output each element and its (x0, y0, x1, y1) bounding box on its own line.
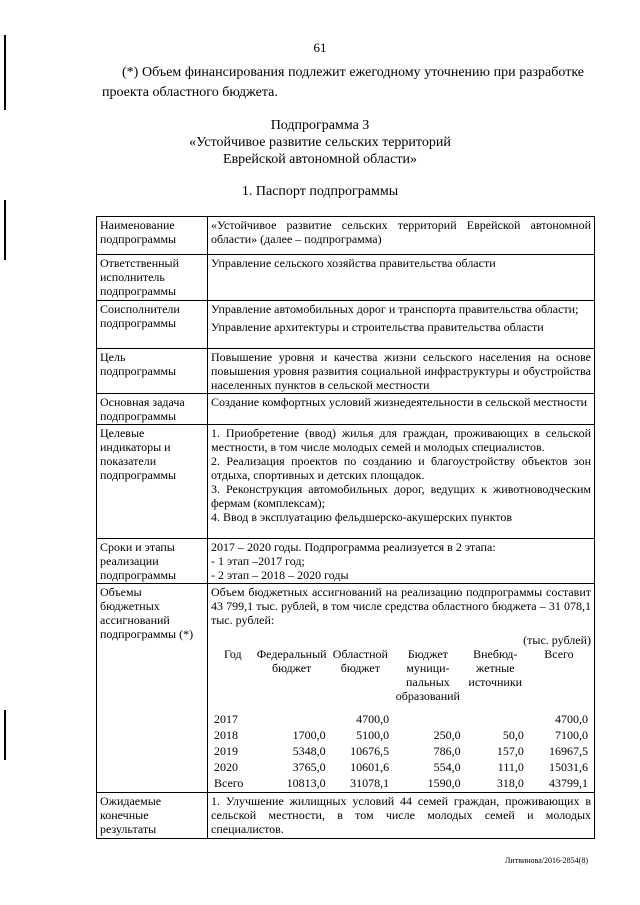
indicator-item: 2. Реализация проектов по созданию и благоустройству объектов зон отдыха, спортивных и детских площадок. (211, 454, 591, 482)
funding-cell: 16967,5 (549, 744, 588, 758)
table-row (97, 349, 595, 394)
coexecutor-1: Управление автомобильных дорог и транспорта правительства области; (211, 302, 579, 316)
page-number: 61 (313, 40, 327, 55)
row-label: Соисполнители подпрограммы (97, 301, 208, 349)
document-footer: Литвинова/2016-2854(8) (505, 856, 588, 865)
funding-cell: 2020 (214, 760, 238, 774)
row-value: Создание комфортных условий жизнедеятельности в сельской местности (208, 394, 595, 425)
funding-cell: 3765,0 (292, 760, 326, 774)
row-value: Управление сельского хозяйства правительства области (208, 255, 595, 301)
row-value (208, 539, 595, 584)
funding-cell: 4700,0 (555, 712, 588, 726)
financing-note: (*) Объем финансирования подлежит ежегодному уточнению при разработке проекта областного бюджета. (102, 65, 584, 100)
table-row (97, 539, 595, 584)
table-row (97, 793, 595, 839)
table-row (97, 584, 595, 793)
row-label: Цель подпрограммы (97, 349, 208, 394)
funding-cell: 43799,1 (549, 776, 588, 790)
funding-cell: 10813,0 (286, 776, 326, 790)
row-value (208, 425, 595, 539)
passport-table (96, 216, 595, 839)
funding-table (211, 647, 591, 791)
funding-cell: 10676,5 (350, 744, 390, 758)
row-label: Целевые индикаторы и показатели подпрограммы (97, 425, 208, 539)
table-row (97, 425, 595, 539)
row-value (208, 301, 595, 349)
row-value (208, 584, 595, 793)
funding-cell: 318,0 (496, 776, 524, 790)
funding-cell: Всего (214, 776, 244, 790)
section-heading: 1. Паспорт подпрограммы (241, 184, 399, 199)
funding-cell: 1590,0 (427, 776, 461, 790)
funding-cell: 10601,6 (350, 760, 390, 774)
funding-cell: 2017 (214, 712, 238, 726)
funding-cell: 2019 (214, 744, 238, 758)
funding-cell: 786,0 (433, 744, 461, 758)
funding-cell: 1700,0 (292, 728, 326, 742)
row-label: Наименование подпрограммы (97, 217, 208, 255)
row-label: Объемы бюджетных ассигнований подпрограммы (*) (97, 584, 208, 793)
table-row (97, 301, 595, 349)
row-label: Ответственный исполнитель подпрограммы (97, 255, 208, 301)
scan-edge-mark (4, 200, 6, 260)
funding-unit: (тыс. рублей) (523, 633, 591, 647)
subprogram-line-2: «Устойчивое развитие сельских территорий (189, 135, 451, 150)
table-row (97, 394, 595, 425)
indicator-item: 1. Приобретение (ввод) жилья для граждан, проживающих в сельской местности, в том числе молодых семей и молодых специалистов. (211, 426, 591, 454)
table-row (97, 255, 595, 301)
period-item: 2017 – 2020 годы. Подпрограмма реализуется в 2 этапа: (211, 540, 496, 554)
funding-cell: 5348,0 (292, 744, 326, 758)
funding-header: Бюджет муници-пальных образований (395, 647, 460, 703)
funding-header: Федеральный бюджет (256, 647, 327, 675)
funding-row (211, 727, 591, 743)
funding-summary: Объем бюджетных ассигнований на реализацию подпрограммы составит 43 799,1 тыс. рублей, в том числе средства областного бюджета – 31 078,1 тыс. рублей: (211, 585, 591, 627)
funding-header-row (211, 647, 591, 703)
funding-header: Областной бюджет (332, 647, 388, 675)
funding-cell: 2018 (214, 728, 238, 742)
funding-cell (464, 711, 527, 727)
row-label: Ожидаемые конечные результаты (97, 793, 208, 839)
row-value: Повышение уровня и качества жизни сельского населения на основе повышения уровня развития социальной инфраструктуры и обустройства населенных пунктов в сельской местности (208, 349, 595, 394)
row-value: «Устойчивое развитие сельских территорий Еврейской автономной области» (далее – подпрограмма) (208, 217, 595, 255)
subprogram-title (0, 117, 640, 168)
indicator-item: 3. Реконструкция автомобильных дорог, ведущих к животноводческим фермам (комплексам); (211, 482, 591, 510)
funding-cell: 554,0 (433, 760, 461, 774)
table-row (97, 217, 595, 255)
coexecutor-2: Управление архитектуры и строительства правительства области (211, 320, 544, 334)
funding-header: Внебюд-жетные источники (468, 647, 523, 689)
funding-cell (255, 711, 329, 727)
row-label: Сроки и этапы реализации подпрограммы (97, 539, 208, 584)
subprogram-line-1: Подпрограмма 3 (270, 118, 370, 133)
funding-cell: 157,0 (496, 744, 524, 758)
funding-row (211, 759, 591, 775)
funding-header: Год (224, 647, 242, 661)
funding-cell: 250,0 (433, 728, 461, 742)
funding-header: Всего (544, 647, 574, 661)
row-label: Основная задача подпрограммы (97, 394, 208, 425)
funding-cell: 31078,1 (350, 776, 390, 790)
scan-edge-mark (4, 710, 6, 760)
subprogram-line-3: Еврейской автономной области» (223, 152, 417, 167)
funding-cell (392, 711, 463, 727)
funding-cell: 111,0 (497, 760, 524, 774)
period-item: - 2 этап – 2018 – 2020 годы (211, 568, 349, 582)
funding-cell: 5100,0 (356, 728, 390, 742)
period-item: - 1 этап –2017 год; (211, 554, 305, 568)
funding-row (211, 775, 591, 791)
funding-row (211, 743, 591, 759)
funding-cell: 7100,0 (555, 728, 588, 742)
funding-row (211, 711, 591, 727)
funding-cell: 4700,0 (356, 712, 390, 726)
funding-cell: 15031,6 (549, 760, 588, 774)
funding-cell: 50,0 (502, 728, 524, 742)
row-value: 1. Улучшение жилищных условий 44 семей граждан, проживающих в сельской местности, в том числе молодых семей и молодых специалистов. (208, 793, 595, 839)
indicator-item: 4. Ввод в эксплуатацию фельдшерско-акушерских пунктов (211, 510, 512, 524)
